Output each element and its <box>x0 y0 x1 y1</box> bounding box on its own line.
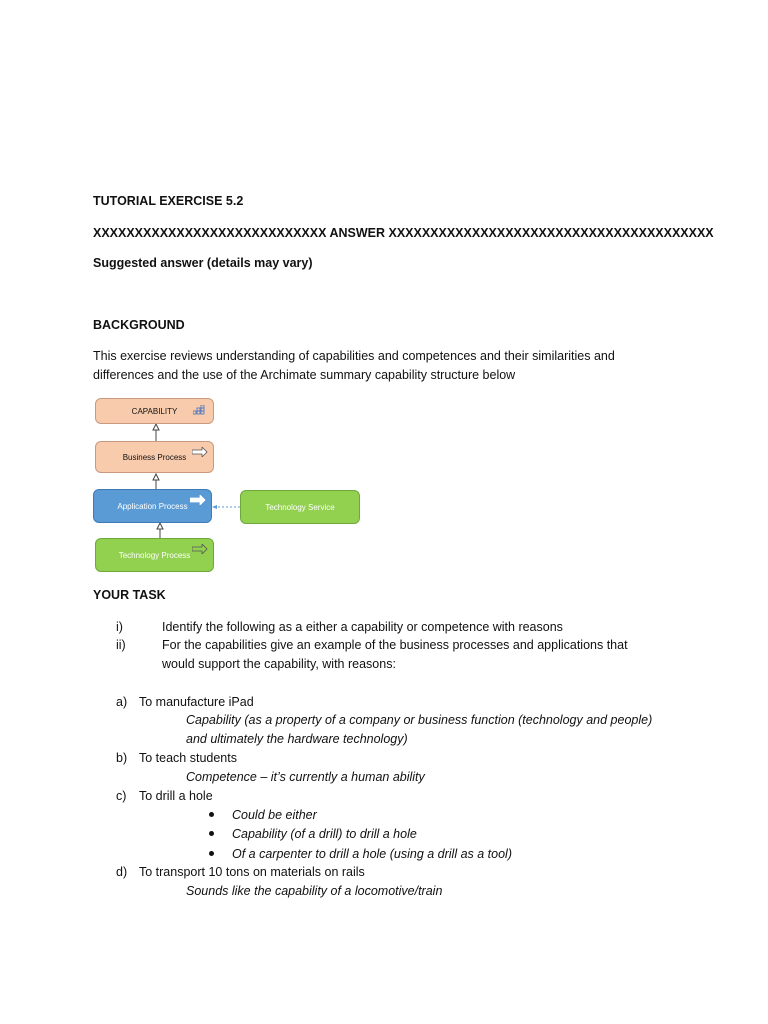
answer-b: Competence – it’s currently a human ability <box>186 770 425 784</box>
question-d-text: To transport 10 tons on materials on rails <box>139 865 365 879</box>
technology-service-box <box>240 490 360 524</box>
suggested-answer-note: Suggested answer (details may vary) <box>93 256 313 270</box>
answer-d: Sounds like the capability of a locomotive/train <box>186 884 443 898</box>
answer-c-bullet-2: Capability (of a drill) to drill a hole <box>232 827 417 841</box>
background-heading: BACKGROUND <box>93 318 185 332</box>
answer-a-line-2: and ultimately the hardware technology) <box>186 732 408 746</box>
task-item-2-number: ii) <box>116 638 126 652</box>
question-d-label: d) <box>116 865 128 879</box>
bullet-dot <box>209 812 214 817</box>
question-c-text: To drill a hole <box>139 789 213 803</box>
capability-label: CAPABILITY <box>131 406 178 416</box>
bullet-dot <box>209 851 214 856</box>
question-a-label: a) <box>116 695 128 709</box>
process-arrow-icon <box>190 495 206 505</box>
task-item-2-text: For the capabilities give an example of the business processes and applications that <box>162 638 628 652</box>
process-arrow-icon <box>192 447 208 457</box>
background-text-line-2: differences and the use of the Archimate summary capability structure below <box>93 368 516 382</box>
background-text-line-1: This exercise reviews understanding of capabilities and competences and their similarities and <box>93 349 615 363</box>
business-process-label: Business Process <box>122 452 187 462</box>
capability-icon <box>193 405 205 415</box>
page-title: TUTORIAL EXERCISE 5.2 <box>93 194 244 208</box>
question-b-text: To teach students <box>139 751 237 765</box>
business-process-box <box>95 441 214 473</box>
task-item-2-text-continued: would support the capability, with reasons: <box>162 657 396 671</box>
question-a-text: To manufacture iPad <box>139 695 254 709</box>
answer-a-line-1: Capability (as a property of a company or business function (technology and people) <box>186 713 653 727</box>
technology-process-label: Technology Process <box>118 550 191 560</box>
answer-c-bullet-3: Of a carpenter to drill a hole (using a drill as a tool) <box>232 847 512 861</box>
task-item-1-text: Identify the following as a either a capability or competence with reasons <box>162 620 563 634</box>
task-item-1-number: i) <box>116 620 123 634</box>
answer-separator: XXXXXXXXXXXXXXXXXXXXXXXXXXXX ANSWER XXXXXXXXXXXXXXXXXXXXXXXXXXXXXXXXXXXXXXX <box>93 226 714 240</box>
process-arrow-icon <box>192 544 208 554</box>
question-b-label: b) <box>116 751 128 765</box>
question-c-label: c) <box>116 789 127 803</box>
technology-service-label: Technology Service <box>265 502 335 512</box>
application-process-box <box>93 489 212 523</box>
technology-process-box <box>95 538 214 572</box>
answer-c-bullet-1: Could be either <box>232 808 317 822</box>
application-process-label: Application Process <box>117 501 188 511</box>
bullet-dot <box>209 831 214 836</box>
task-heading: YOUR TASK <box>93 588 166 602</box>
capability-box <box>95 398 214 424</box>
